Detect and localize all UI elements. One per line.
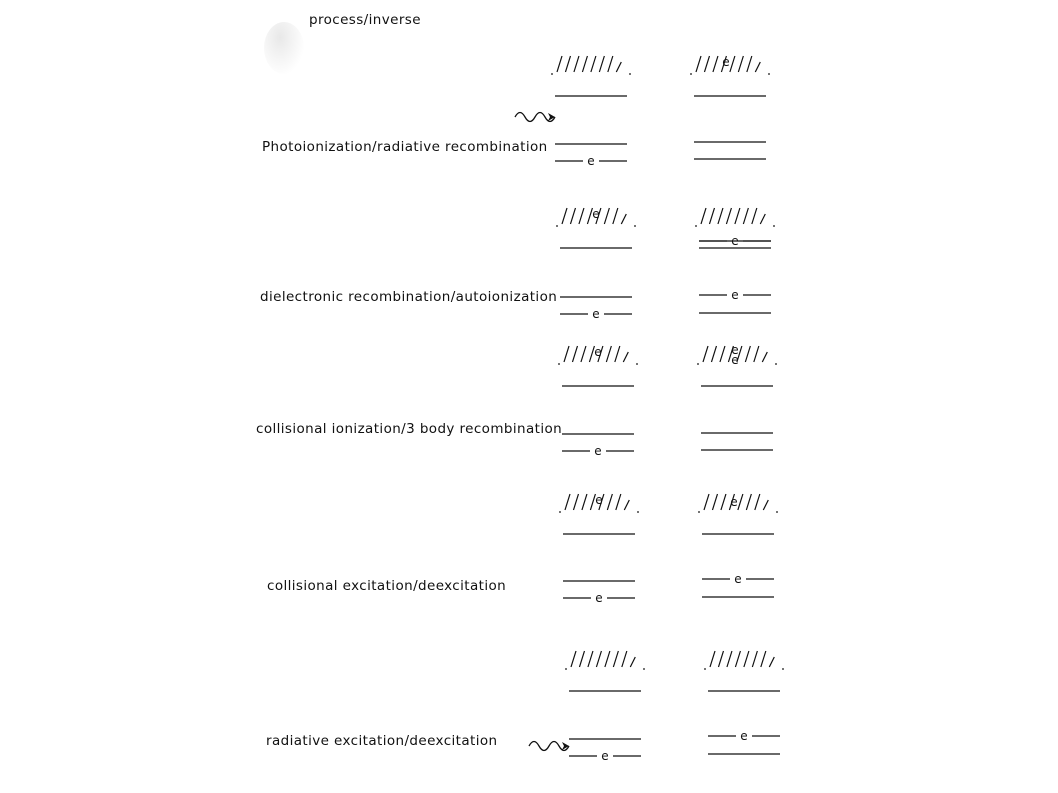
row-1-right-continuum-dot-left bbox=[690, 73, 692, 75]
row-2-left-continuum-hatch bbox=[562, 208, 567, 224]
row-4-right-continuum-dot-left bbox=[698, 511, 700, 513]
row-5-right-continuum-hatch bbox=[761, 651, 766, 667]
row-4-right-continuum-hatch bbox=[712, 494, 717, 510]
row-1-left-continuum-hatch bbox=[599, 56, 604, 72]
row-5-right-continuum-hatch bbox=[744, 651, 749, 667]
row-2-left-continuum-hatch bbox=[604, 208, 609, 224]
row-5-right-continuum-dot-right bbox=[782, 668, 784, 670]
row-3-left-continuum-dot-right bbox=[636, 363, 638, 365]
row-3-left-continuum-hatch bbox=[623, 352, 628, 362]
row-3-right-continuum-hatch bbox=[711, 346, 716, 362]
row-2-left-continuum-hatch bbox=[579, 208, 584, 224]
row-1-photon-arrow-head bbox=[548, 113, 555, 121]
row-1-right-free-electron: e bbox=[722, 55, 730, 69]
row-2-right-continuum-hatch bbox=[709, 208, 714, 224]
row-4-left-continuum-dot-left bbox=[559, 511, 561, 513]
row-2-right-upper-level-electron: e bbox=[731, 288, 739, 302]
process-label-dielectronic: dielectronic recombination/autoionization bbox=[260, 289, 558, 305]
row-1-right-continuum-dot-right bbox=[768, 73, 770, 75]
row-4-left-continuum-hatch bbox=[624, 500, 629, 510]
row-5-left-continuum-hatch bbox=[613, 651, 618, 667]
row-3-right-continuum-dot-right bbox=[775, 363, 777, 365]
row-4-left-free-electron: e bbox=[595, 493, 603, 507]
row-5-right-upper-level-electron: e bbox=[740, 729, 748, 743]
row-1-left-ground-level-electron: e bbox=[587, 154, 595, 168]
row-3-left-continuum-hatch bbox=[615, 346, 620, 362]
row-2-left-continuum-dot-right bbox=[634, 225, 636, 227]
row-2-right-continuum-hatch bbox=[701, 208, 706, 224]
row-1-left-continuum-hatch bbox=[608, 56, 613, 72]
row-2-left-continuum-hatch bbox=[613, 208, 618, 224]
row-4-left-continuum-dot-right bbox=[637, 511, 639, 513]
row-4-left-continuum-hatch bbox=[582, 494, 587, 510]
row-4-left-ground-level-electron: e bbox=[595, 591, 603, 605]
row-4-right-continuum-hatch bbox=[763, 500, 768, 510]
process-label-collisional-excitation: collisional excitation/deexcitation bbox=[267, 578, 507, 594]
row-1-left-continuum-hatch bbox=[574, 56, 579, 72]
row-5-left-continuum-hatch bbox=[622, 651, 627, 667]
row-2-right-continuum-hatch bbox=[760, 214, 765, 224]
row-5-right-continuum-hatch bbox=[735, 651, 740, 667]
row-3-right-continuum-hatch bbox=[754, 346, 759, 362]
row-2-right-continuum-dot-right bbox=[773, 225, 775, 227]
row-4-right-continuum-hatch bbox=[738, 494, 743, 510]
row-1-right-continuum-hatch bbox=[755, 62, 760, 72]
row-3-right-continuum-hatch bbox=[720, 346, 725, 362]
row-4-left-continuum-hatch bbox=[565, 494, 570, 510]
process-label-photoionization: Photoionization/radiative recombination bbox=[262, 139, 548, 155]
row-1-left-continuum-hatch bbox=[591, 56, 596, 72]
row-4-left-continuum-hatch bbox=[573, 494, 578, 510]
row-5-left-continuum-hatch bbox=[579, 651, 584, 667]
row-1-right-continuum-hatch bbox=[747, 56, 752, 72]
row-4-right-continuum-hatch bbox=[704, 494, 709, 510]
process-label-collisional-ionization: collisional ionization/3 body recombination bbox=[256, 421, 563, 437]
row-1-left-continuum-dot-left bbox=[551, 73, 553, 75]
row-2-right-continuum-hatch bbox=[735, 208, 740, 224]
row-3-right-free-electron-2: e bbox=[731, 353, 739, 367]
row-5-right-continuum-hatch bbox=[710, 651, 715, 667]
row-1-left-continuum-hatch bbox=[582, 56, 587, 72]
row-1-right-continuum-hatch bbox=[704, 56, 709, 72]
row-3-left-continuum-hatch bbox=[581, 346, 586, 362]
row-3-left-continuum-hatch bbox=[572, 346, 577, 362]
row-5-right-continuum-dot-left bbox=[704, 668, 706, 670]
row-3-right-continuum-hatch bbox=[703, 346, 708, 362]
row-4-right-upper-level-electron: e bbox=[734, 572, 742, 586]
row-4-right-continuum-hatch bbox=[755, 494, 760, 510]
row-5-right-continuum-hatch bbox=[769, 657, 774, 667]
row-3-right-continuum-dot-left bbox=[697, 363, 699, 365]
row-1-left-continuum-hatch bbox=[557, 56, 562, 72]
row-4-right-continuum-hatch bbox=[746, 494, 751, 510]
row-4-right-free-electron: e bbox=[730, 495, 738, 509]
row-5-left-continuum-hatch bbox=[588, 651, 593, 667]
row-3-right-continuum-hatch bbox=[745, 346, 750, 362]
row-5-left-continuum-hatch bbox=[605, 651, 610, 667]
row-1-right-continuum-hatch bbox=[696, 56, 701, 72]
row-5-photon-arrow-head bbox=[562, 742, 569, 750]
process-label-radiative-excitation: radiative excitation/deexcitation bbox=[266, 733, 498, 749]
row-3-left-continuum-dot-left bbox=[558, 363, 560, 365]
row-5-left-continuum-dot-right bbox=[643, 668, 645, 670]
row-5-right-continuum-hatch bbox=[718, 651, 723, 667]
row-1-left-continuum-hatch bbox=[565, 56, 570, 72]
row-2-right-mid-level-electron: e bbox=[731, 234, 739, 248]
row-2-left-free-electron: e bbox=[592, 207, 600, 221]
row-2-left-continuum-hatch bbox=[621, 214, 626, 224]
row-3-left-continuum-hatch bbox=[564, 346, 569, 362]
row-4-right-continuum-hatch bbox=[721, 494, 726, 510]
row-2-right-continuum-dot-left bbox=[695, 225, 697, 227]
row-2-left-continuum-hatch bbox=[570, 208, 575, 224]
row-4-right-continuum-dot-right bbox=[776, 511, 778, 513]
row-2-right-continuum-hatch bbox=[726, 208, 731, 224]
row-2-right-continuum-hatch bbox=[752, 208, 757, 224]
row-5-left-continuum-hatch bbox=[596, 651, 601, 667]
row-1-right-continuum-hatch bbox=[738, 56, 743, 72]
row-2-left-continuum-dot-left bbox=[556, 225, 558, 227]
row-5-right-continuum-hatch bbox=[727, 651, 732, 667]
row-5-left-continuum-hatch bbox=[571, 651, 576, 667]
row-2-right-continuum-hatch bbox=[743, 208, 748, 224]
row-5-right-continuum-hatch bbox=[752, 651, 757, 667]
row-5-left-continuum-hatch bbox=[630, 657, 635, 667]
row-1-right-continuum-hatch bbox=[730, 56, 735, 72]
row-4-left-continuum-hatch bbox=[616, 494, 621, 510]
row-3-left-ground-level-electron: e bbox=[594, 444, 602, 458]
row-3-left-continuum-hatch bbox=[606, 346, 611, 362]
row-5-left-ground-level-electron: e bbox=[601, 749, 609, 763]
row-1-left-continuum-hatch bbox=[616, 62, 621, 72]
row-2-right-continuum-hatch bbox=[718, 208, 723, 224]
row-3-right-free-electron-1: e bbox=[731, 343, 739, 357]
row-5-left-continuum-dot-left bbox=[565, 668, 567, 670]
row-4-left-continuum-hatch bbox=[607, 494, 612, 510]
row-3-left-free-electron: e bbox=[594, 345, 602, 359]
row-1-right-continuum-hatch bbox=[713, 56, 718, 72]
row-2-left-ground-level-electron: e bbox=[592, 307, 600, 321]
row-1-left-continuum-dot-right bbox=[629, 73, 631, 75]
row-3-right-continuum-hatch bbox=[762, 352, 767, 362]
header-label: process/inverse bbox=[309, 12, 421, 28]
